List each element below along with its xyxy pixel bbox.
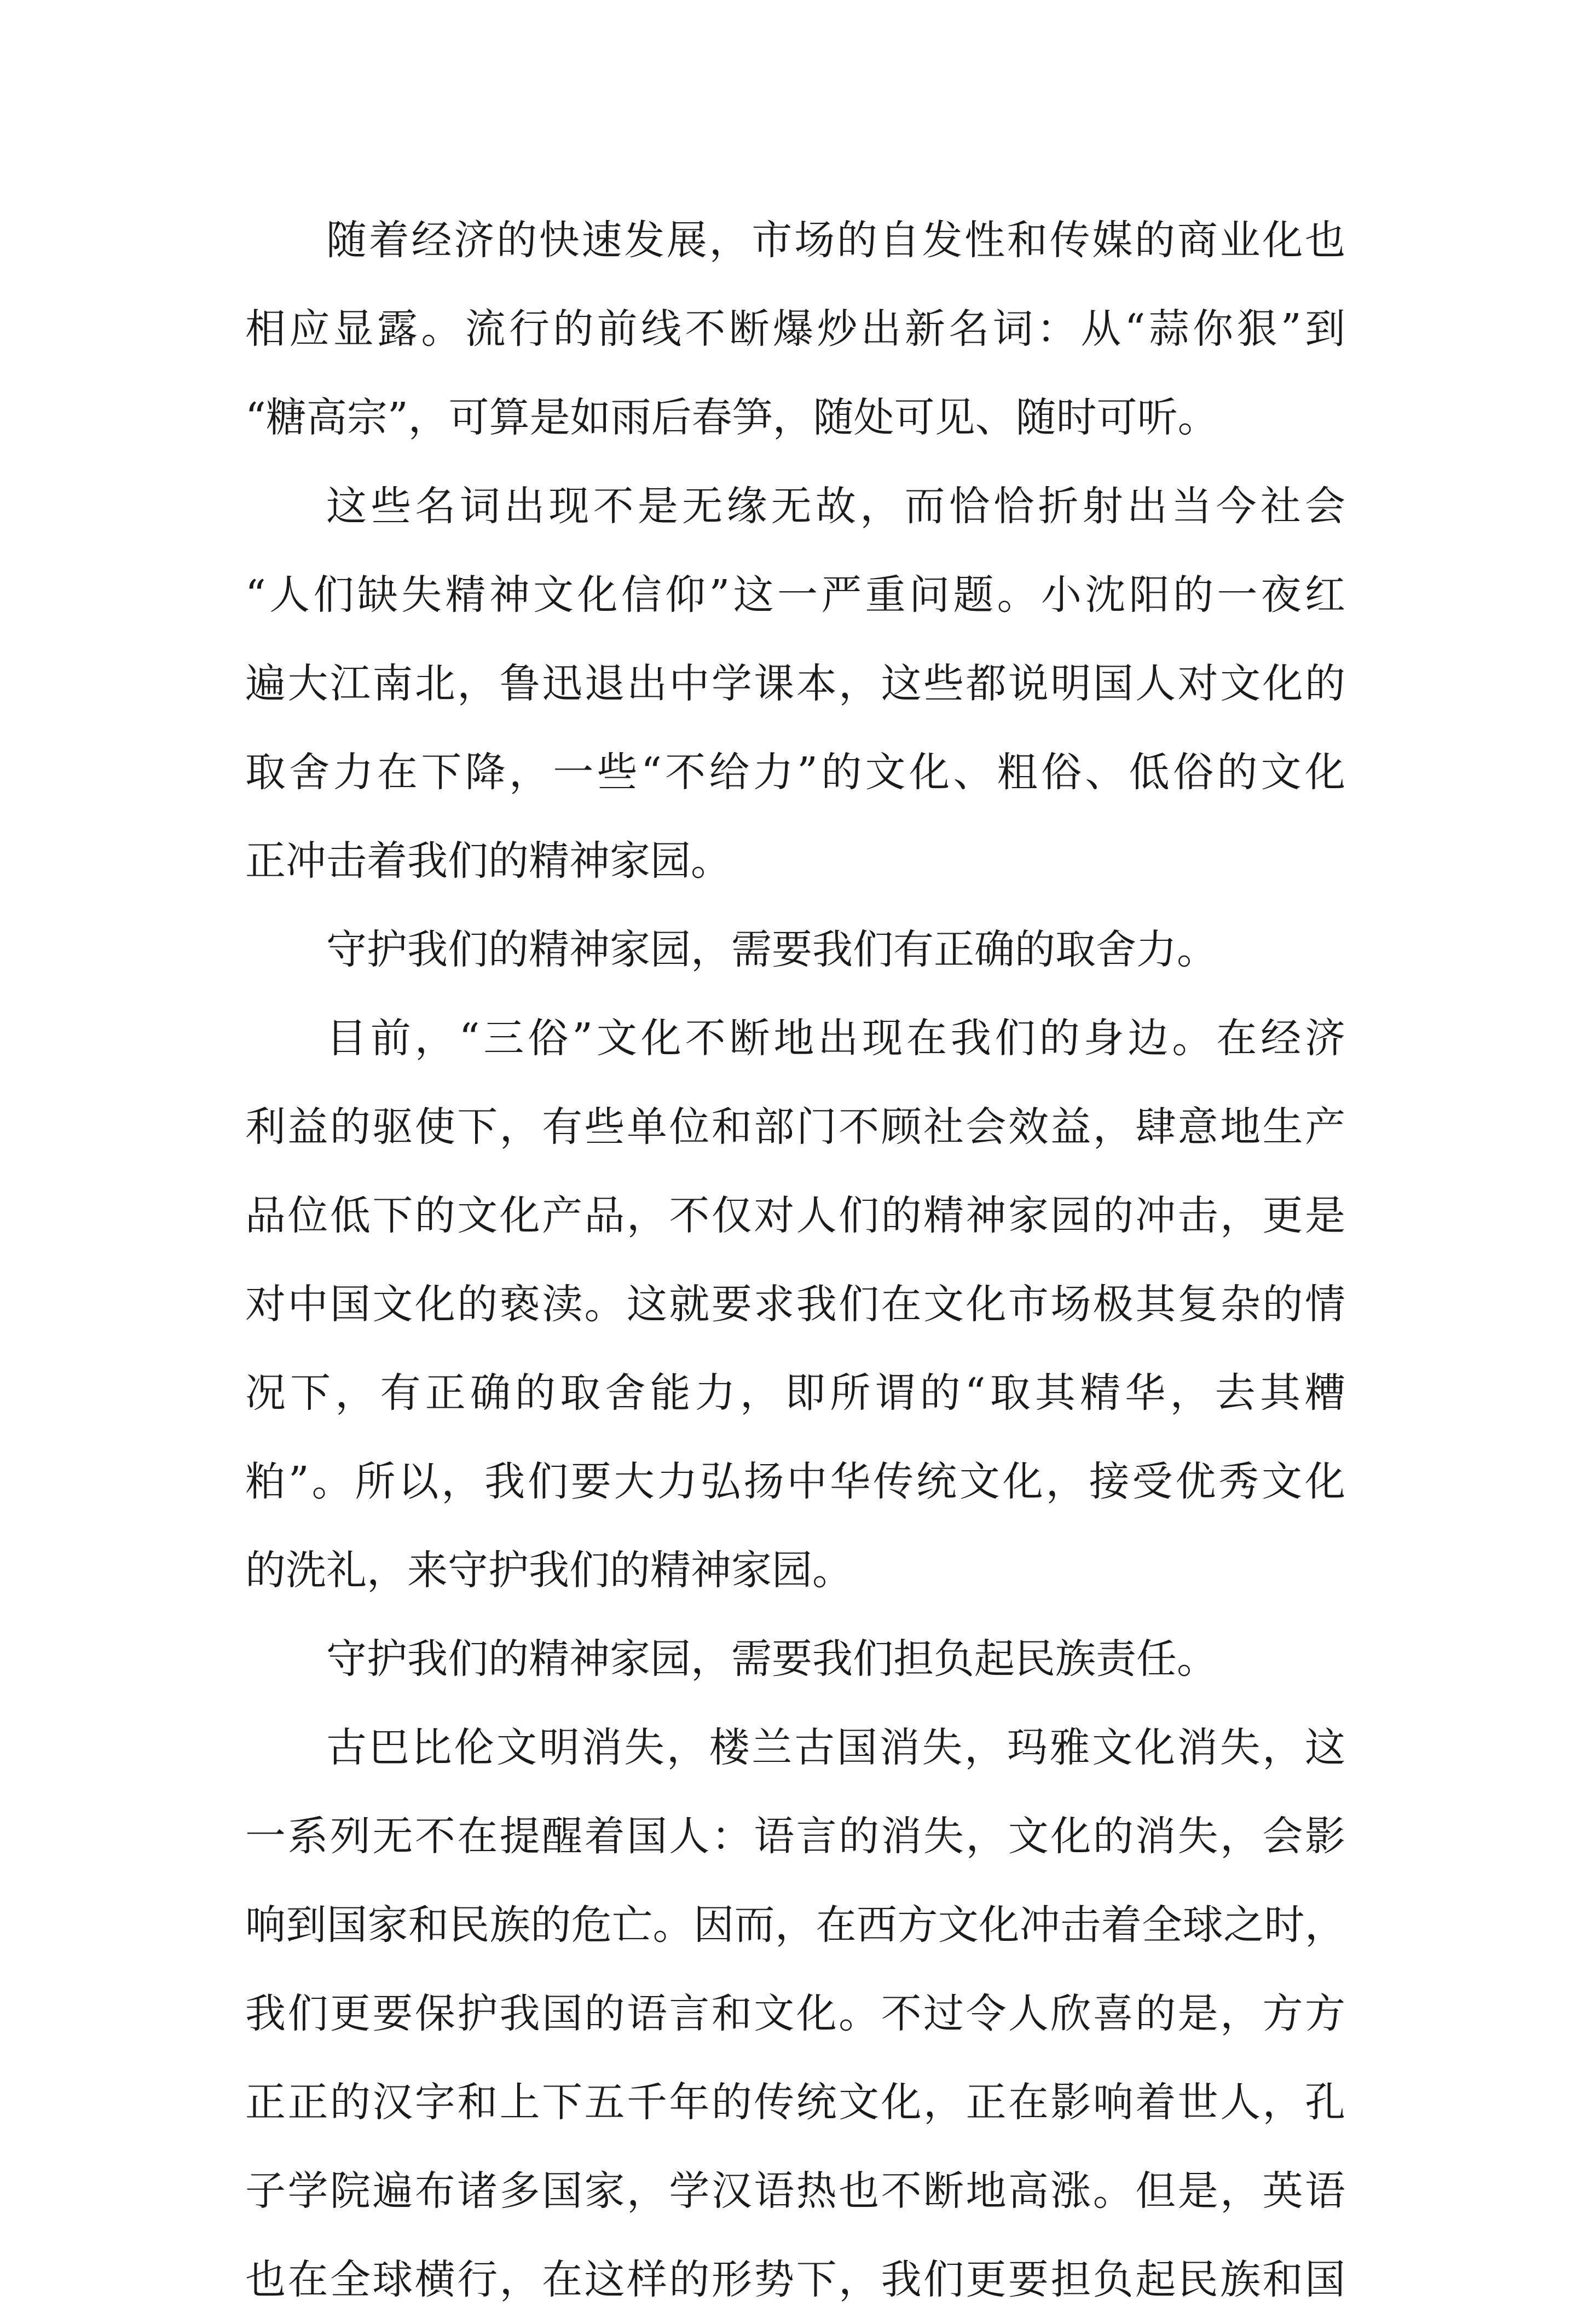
text-line: 的洗礼，来守护我们的精神家园。 (245, 1547, 853, 1594)
paragraph-3 (245, 905, 1345, 994)
paragraph-5 (245, 1615, 1345, 1703)
text-line: 利益的驱使下，有些单位和部门不顾社会效益，肆意地生产 (245, 1103, 1345, 1151)
text-line: 这些名词出现不是无缘无故，而恰恰折射出当今社会 (326, 483, 1345, 530)
essay-body (245, 196, 1345, 2324)
text-line: 我们更要保护我国的语言和文化。不过令人欣喜的是，方方 (245, 1990, 1345, 2037)
text-line: 一系列无不在提醒着国人：语言的消失，文化的消失，会影 (245, 1813, 1345, 1860)
text-line: 随着经济的快速发展，市场的自发性和传媒的商业化也 (326, 217, 1345, 264)
text-line: 守护我们的精神家园，需要我们担负起民族责任。 (326, 1635, 1217, 1683)
text-line: 正正的汉字和上下五千年的传统文化，正在影响着世人，孔 (245, 2079, 1345, 2126)
text-line: 守护我们的精神家园，需要我们有正确的取舍力。 (326, 926, 1217, 973)
text-line: 正冲击着我们的精神家园。 (245, 837, 731, 884)
paragraph-6 (245, 1703, 1345, 2324)
text-line: 粕”。所以，我们要大力弘扬中华传统文化，接受优秀文化 (245, 1458, 1345, 1505)
text-line: 对中国文化的亵渎。这就要求我们在文化市场极其复杂的情 (245, 1281, 1345, 1328)
text-line: “人们缺失精神文化信仰”这一严重问题。小沈阳的一夜红 (245, 571, 1345, 618)
text-line: 相应显露。流行的前线不断爆炒出新名词：从“蒜你狠”到 (245, 305, 1345, 352)
text-line: 取舍力在下降，一些“不给力”的文化、粗俗、低俗的文化 (245, 749, 1345, 796)
text-line: 也在全球横行，在这样的形势下，我们更要担负起民族和国 (245, 2256, 1345, 2303)
paragraph-1 (245, 196, 1345, 462)
text-line: 品位低下的文化产品，不仅对人们的精神家园的冲击，更是 (245, 1192, 1345, 1239)
text-line: 子学院遍布诸多国家，学汉语热也不断地高涨。但是，英语 (245, 2167, 1345, 2215)
text-line: “糖高宗”，可算是如雨后春笋，随处可见、随时可听。 (245, 394, 1218, 441)
text-line: 古巴比伦文明消失，楼兰古国消失，玛雅文化消失，这 (326, 1724, 1345, 1771)
paragraph-4 (245, 994, 1345, 1615)
text-line: 目前，“三俗”文化不断地出现在我们的身边。在经济 (326, 1015, 1345, 1062)
text-line: 况下，有正确的取舍能力，即所谓的“取其精华，去其糟 (245, 1369, 1345, 1417)
text-line: 遍大江南北，鲁迅退出中学课本，这些都说明国人对文化的 (245, 660, 1345, 707)
text-line: 响到国家和民族的危亡。因而，在西方文化冲击着全球之时， (245, 1901, 1345, 1949)
paragraph-2 (245, 462, 1345, 905)
